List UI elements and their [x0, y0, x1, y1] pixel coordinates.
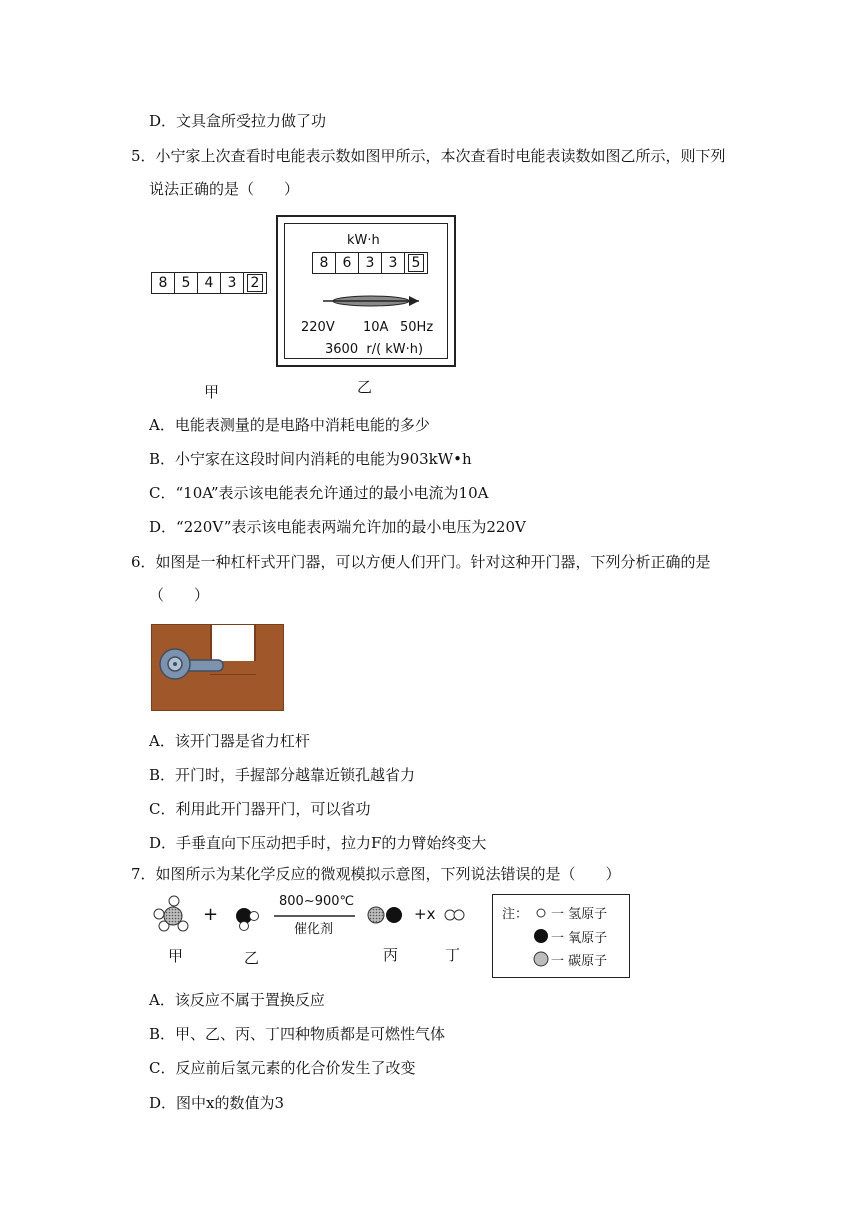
q4-option-d: D．文具盒所受拉力做了功 [149, 112, 327, 130]
door-opener-image [151, 624, 284, 711]
molecule-yi-icon [236, 908, 259, 931]
meter-yi-unit: kW·h [347, 233, 380, 248]
meter-yi-frequency: 50Hz [400, 320, 434, 335]
q5-stem-line2: 说法正确的是（ ） [149, 180, 300, 198]
q7-stem: 7．如图所示为某化学反应的微观模拟示意图，下列说法错误的是（ ） [131, 865, 621, 883]
q6-option-a: A．该开门器是省力杠杆 [149, 732, 310, 750]
q7-option-d: D．图中x的数值为3 [149, 1094, 285, 1112]
x-coefficient: +x [414, 905, 436, 923]
oxygen-atom-icon [534, 929, 548, 943]
q6-option-b: B．开门时，手握部分越靠近锁孔越省力 [149, 766, 416, 784]
meter-rotor-arrow-icon [321, 292, 425, 310]
carbon-atom-icon [534, 952, 548, 966]
q5-stem-line1: 5．小宁家上次查看时电能表示数如图甲所示，本次查看时电能表读数如图乙所示，则下列 [131, 147, 726, 165]
meter-jia-digit: 5 [175, 273, 198, 293]
meter-yi-inner [284, 223, 448, 359]
legend-carbon: 一 碳原子 [551, 954, 608, 969]
q5-option-b: B．小宁家在这段时间内消耗的电能为903kW•h [149, 450, 472, 468]
meter-yi-digit: 6 [336, 253, 359, 273]
meter-yi-voltage: 220V [301, 320, 335, 335]
molecule-ding-icon [445, 910, 464, 920]
meter-jia-digit-decimal: 2 [244, 273, 266, 293]
hydrogen-atom-icon [537, 909, 545, 917]
q6-option-c: C．利用此开门器开门，可以省功 [149, 800, 371, 818]
meter-jia-digit: 4 [198, 273, 221, 293]
legend-hydrogen: 一 氢原子 [551, 907, 608, 922]
q7-option-a: A．该反应不属于置换反应 [149, 991, 325, 1009]
q5-option-a: A．电能表测量的是电路中消耗电能的多少 [149, 416, 430, 434]
atom-legend [492, 894, 630, 978]
q6-option-d: D．手垂直向下压动把手时，拉力F的力臂始终变大 [149, 834, 487, 852]
meter-yi-current: 10A [363, 320, 389, 335]
meter-yi-digit: 3 [359, 253, 382, 273]
legend-atom-icons [533, 905, 551, 969]
molecule-jia-icon [154, 896, 188, 931]
meter-yi-digit-decimal: 5 [405, 253, 427, 273]
meter-jia-caption: 甲 [204, 383, 220, 401]
reaction-catalyst: 催化剂 [294, 922, 334, 937]
label-yi: 乙 [244, 949, 260, 967]
meter-yi-digit: 8 [313, 253, 336, 273]
meter-jia-display [151, 272, 267, 294]
label-ding: 丁 [445, 946, 461, 964]
q7-option-b: B．甲、乙、丙、丁四种物质都是可燃性气体 [149, 1025, 446, 1043]
label-jia: 甲 [168, 947, 184, 965]
legend-title: 注： [502, 907, 529, 922]
legend-oxygen: 一 氧原子 [551, 931, 608, 946]
meter-yi-frame [276, 215, 456, 367]
reaction-temperature: 800~900℃ [279, 894, 355, 909]
meter-yi-constant: 3600 r/( kW·h) [325, 342, 424, 357]
q6-stem-line1: 6．如图是一种杠杆式开门器，可以方便人们开门。针对这种开门器，下列分析正确的是 [131, 553, 711, 571]
q7-option-c: C．反应前后氢元素的化合价发生了改变 [149, 1059, 416, 1077]
molecule-bing-icon [368, 907, 402, 923]
meter-jia-digit: 8 [152, 273, 175, 293]
meter-yi-caption: 乙 [357, 378, 373, 396]
q6-stem-line2: （ ） [149, 586, 210, 604]
label-bing: 丙 [383, 946, 399, 964]
q5-option-c: C．“10A”表示该电能表允许通过的最小电流为10A [149, 484, 489, 502]
meter-yi-display [312, 252, 428, 274]
meter-yi-digit: 3 [382, 253, 405, 273]
q5-option-d: D．“220V”表示该电能表两端允许加的最小电压为220V [149, 518, 526, 536]
plus-sign: + [203, 904, 219, 925]
meter-jia-digit: 3 [221, 273, 244, 293]
